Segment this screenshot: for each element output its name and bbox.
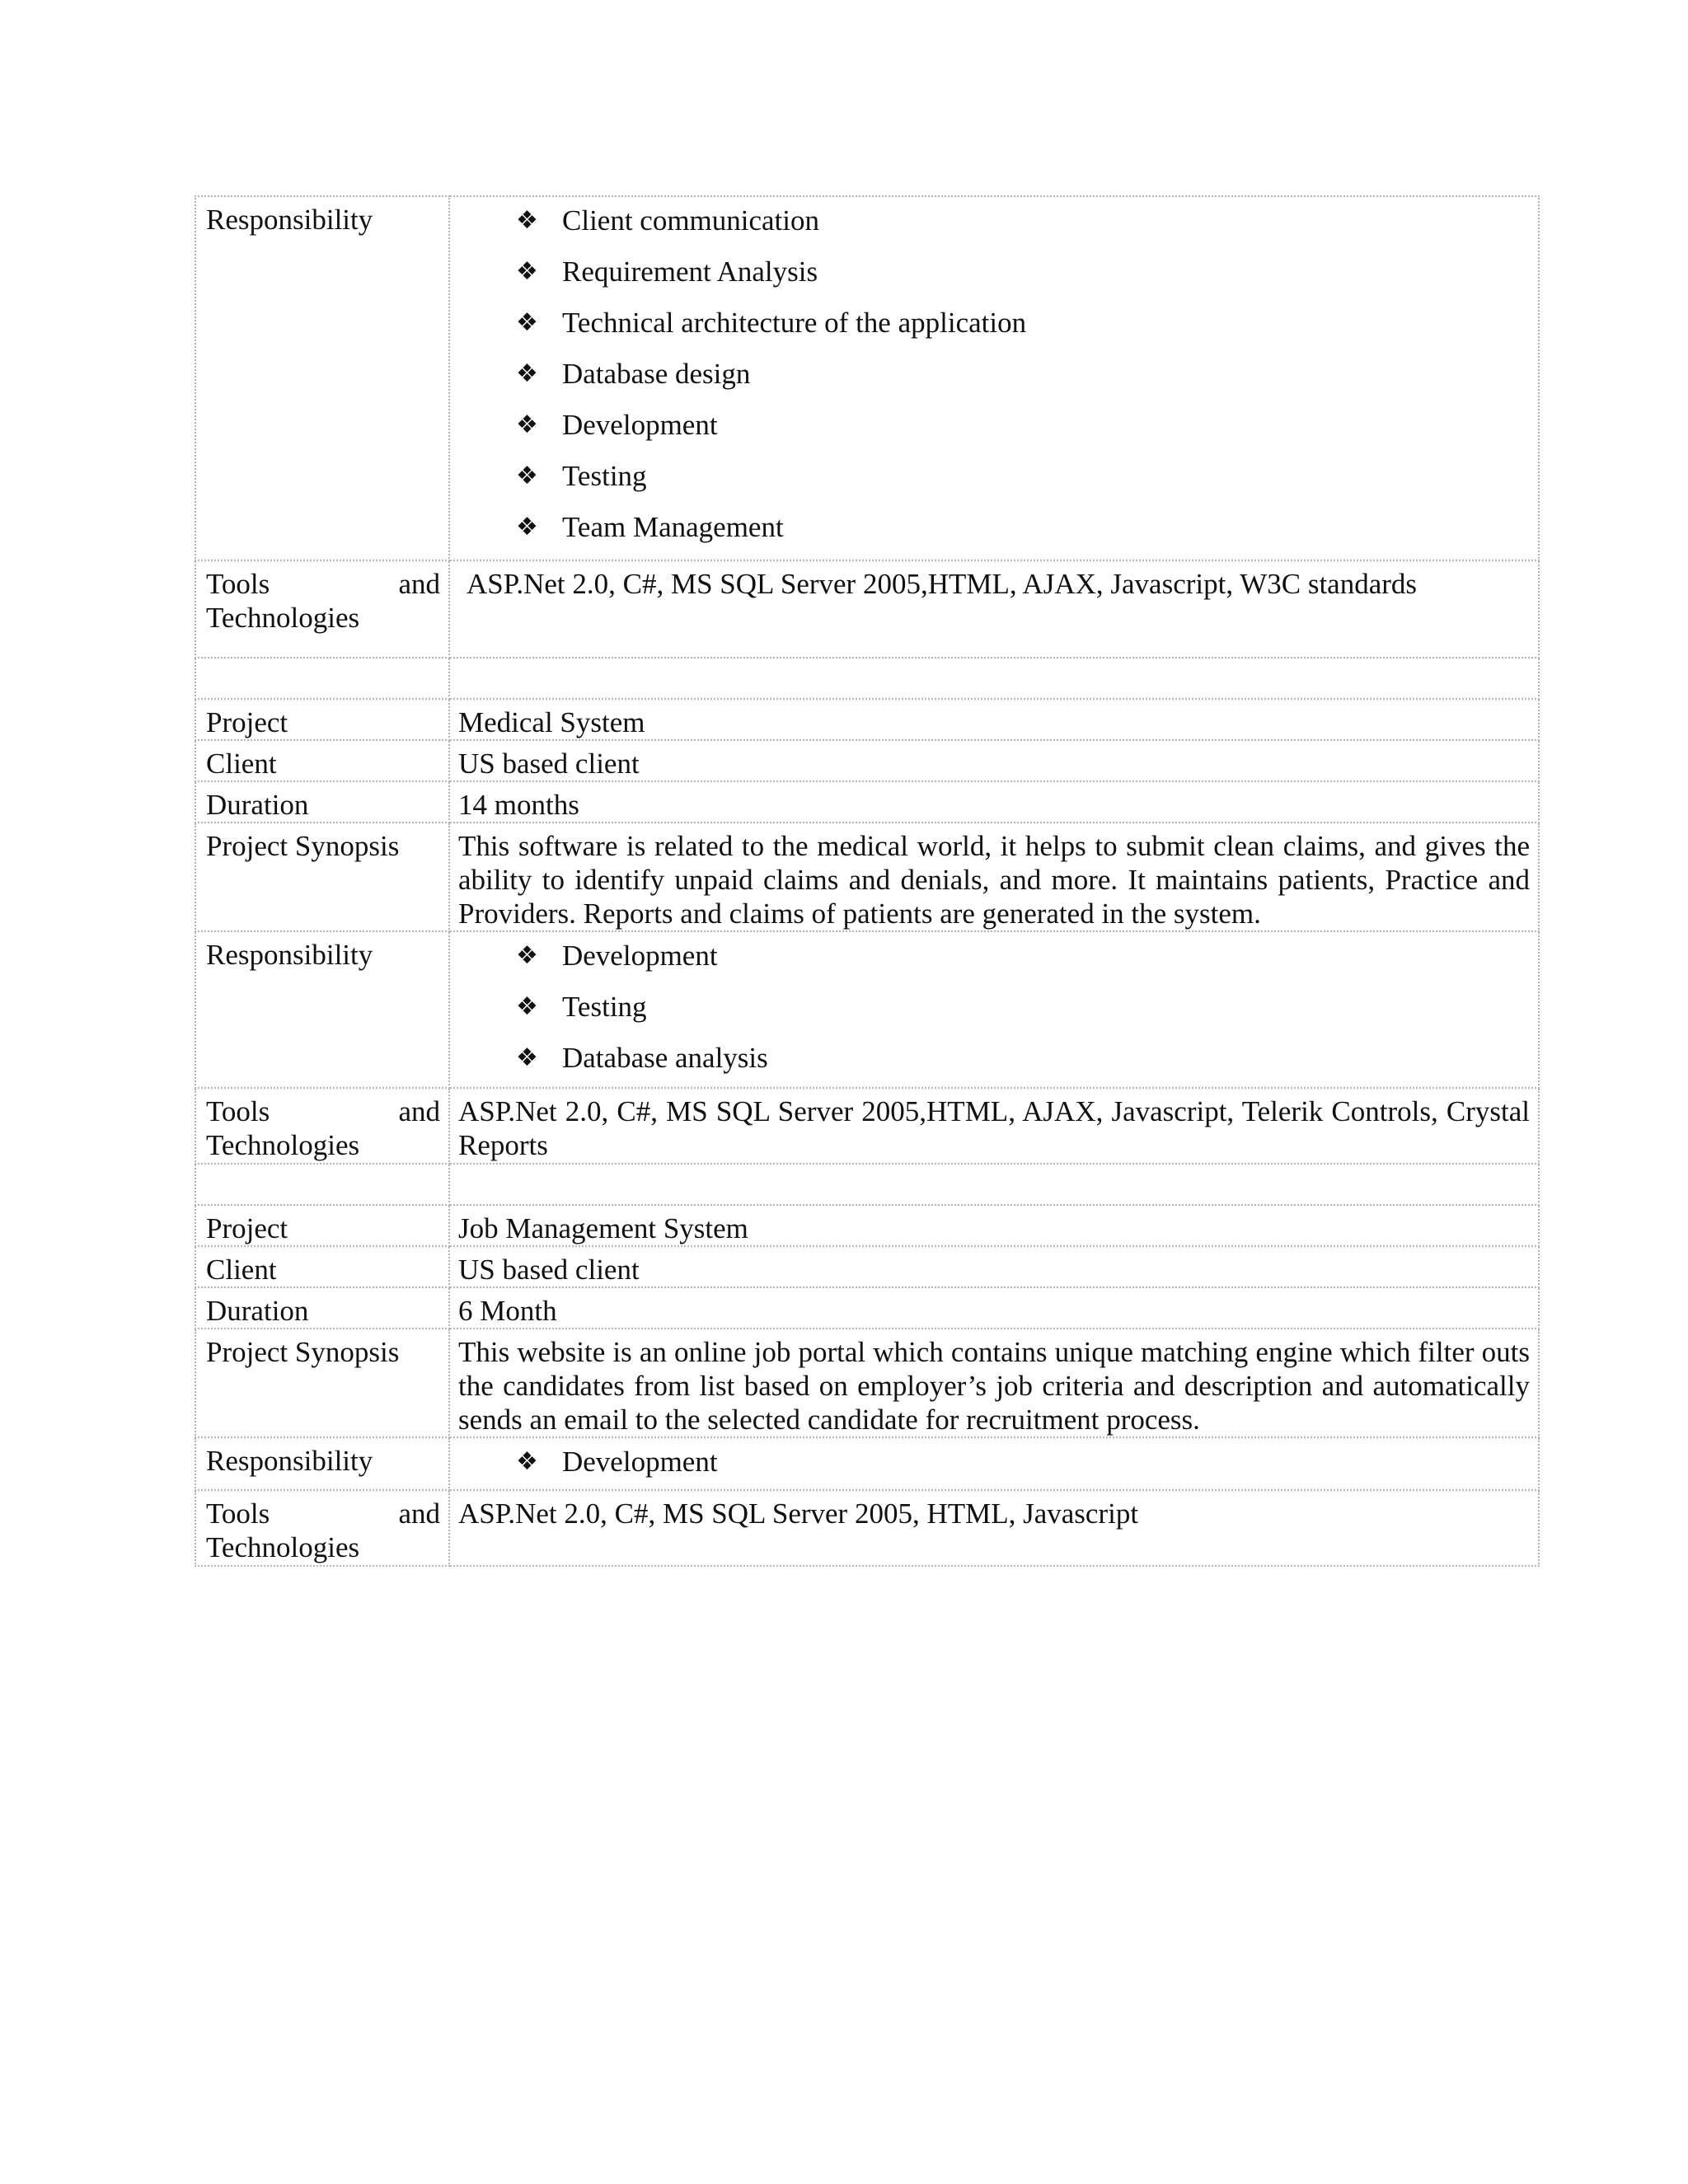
list-item: ❖ Technical architecture of the application — [516, 306, 1027, 339]
responsibility-list-cell — [449, 196, 1539, 560]
list-item: ❖ Testing — [516, 459, 647, 492]
responsibility-list — [458, 194, 1530, 552]
list-item: ❖ Requirement Analysis — [516, 255, 818, 288]
tools-label: Tools and Technologies — [195, 1088, 449, 1164]
client-value: US based client — [449, 1246, 1539, 1287]
tools-value: ASP.Net 2.0, C#, MS SQL Server 2005, HTML, Javascript — [449, 1490, 1539, 1566]
project-value: Job Management System — [449, 1205, 1539, 1246]
synopsis-value: This website is an online job portal which contains unique matching engine which filter outs the candidates from list based on employer’s job criteria and description and automatically sends an email to the selected candidate for recruitment process. — [449, 1329, 1539, 1437]
diamond-bullet-icon: ❖ — [516, 205, 538, 235]
duration-row — [195, 781, 1539, 823]
tools-value: ASP.Net 2.0, C#, MS SQL Server 2005,HTML, AJAX, Javascript, Telerik Controls, Crystal Reports — [449, 1088, 1539, 1164]
responsibility-label: Responsibility — [195, 931, 449, 1088]
duration-label: Duration — [195, 1287, 449, 1329]
project-row — [195, 699, 1539, 740]
project-details-table — [195, 195, 1540, 1567]
tools-label: Tools and Technologies — [195, 1490, 449, 1566]
diamond-bullet-icon: ❖ — [516, 512, 538, 541]
list-item: ❖ Team Management — [516, 510, 784, 543]
spacer-row — [195, 658, 1539, 699]
list-item: ❖ Testing — [516, 990, 647, 1023]
tools-label: Tools and Technologies — [195, 560, 449, 658]
client-label: Client — [195, 1246, 449, 1287]
list-item: ❖ Development — [516, 408, 718, 441]
client-label: Client — [195, 740, 449, 781]
diamond-bullet-icon: ❖ — [516, 256, 538, 286]
list-item: ❖ Database design — [516, 357, 751, 390]
client-value: US based client — [449, 740, 1539, 781]
list-item: ❖ Development — [516, 1445, 718, 1478]
tools-row — [195, 1490, 1539, 1566]
client-row — [195, 740, 1539, 781]
project-label: Project — [195, 1205, 449, 1246]
duration-row — [195, 1287, 1539, 1329]
list-item: ❖ Client communication — [516, 204, 820, 237]
synopsis-label: Project Synopsis — [195, 1329, 449, 1437]
client-row — [195, 1246, 1539, 1287]
tools-row — [195, 1088, 1539, 1164]
responsibility-list-cell — [449, 931, 1539, 1088]
duration-value: 6 Month — [449, 1287, 1539, 1329]
diamond-bullet-icon: ❖ — [516, 359, 538, 388]
responsibility-list-cell — [449, 1437, 1539, 1490]
responsibility-row — [195, 1437, 1539, 1490]
responsibility-list — [458, 930, 1530, 1083]
responsibility-label: Responsibility — [195, 196, 449, 560]
project-value: Medical System — [449, 699, 1539, 740]
project-row — [195, 1205, 1539, 1246]
duration-value: 14 months — [449, 781, 1539, 823]
diamond-bullet-icon: ❖ — [516, 410, 538, 439]
diamond-bullet-icon: ❖ — [516, 940, 538, 970]
synopsis-value: This software is related to the medical world, it helps to submit clean claims, and gives the ability to identify unpaid claims and denials, and more. It maintains patients, Practice and Providers. Reports and claims of patients are generated in the system. — [449, 823, 1539, 931]
synopsis-row — [195, 1329, 1539, 1437]
responsibility-row — [195, 931, 1539, 1088]
diamond-bullet-icon: ❖ — [516, 307, 538, 337]
synopsis-label: Project Synopsis — [195, 823, 449, 931]
responsibility-label: Responsibility — [195, 1437, 449, 1490]
responsibility-list — [458, 1436, 1530, 1487]
diamond-bullet-icon: ❖ — [516, 991, 538, 1021]
list-item: ❖ Development — [516, 939, 718, 972]
tools-row — [195, 560, 1539, 658]
diamond-bullet-icon: ❖ — [516, 461, 538, 490]
diamond-bullet-icon: ❖ — [516, 1446, 538, 1476]
synopsis-row — [195, 823, 1539, 931]
tools-value: ASP.Net 2.0, C#, MS SQL Server 2005,HTML, AJAX, Javascript, W3C standards — [449, 560, 1539, 658]
responsibility-row — [195, 196, 1539, 560]
duration-label: Duration — [195, 781, 449, 823]
project-label: Project — [195, 699, 449, 740]
list-item: ❖ Database analysis — [516, 1041, 768, 1074]
diamond-bullet-icon: ❖ — [516, 1043, 538, 1072]
spacer-row — [195, 1164, 1539, 1205]
